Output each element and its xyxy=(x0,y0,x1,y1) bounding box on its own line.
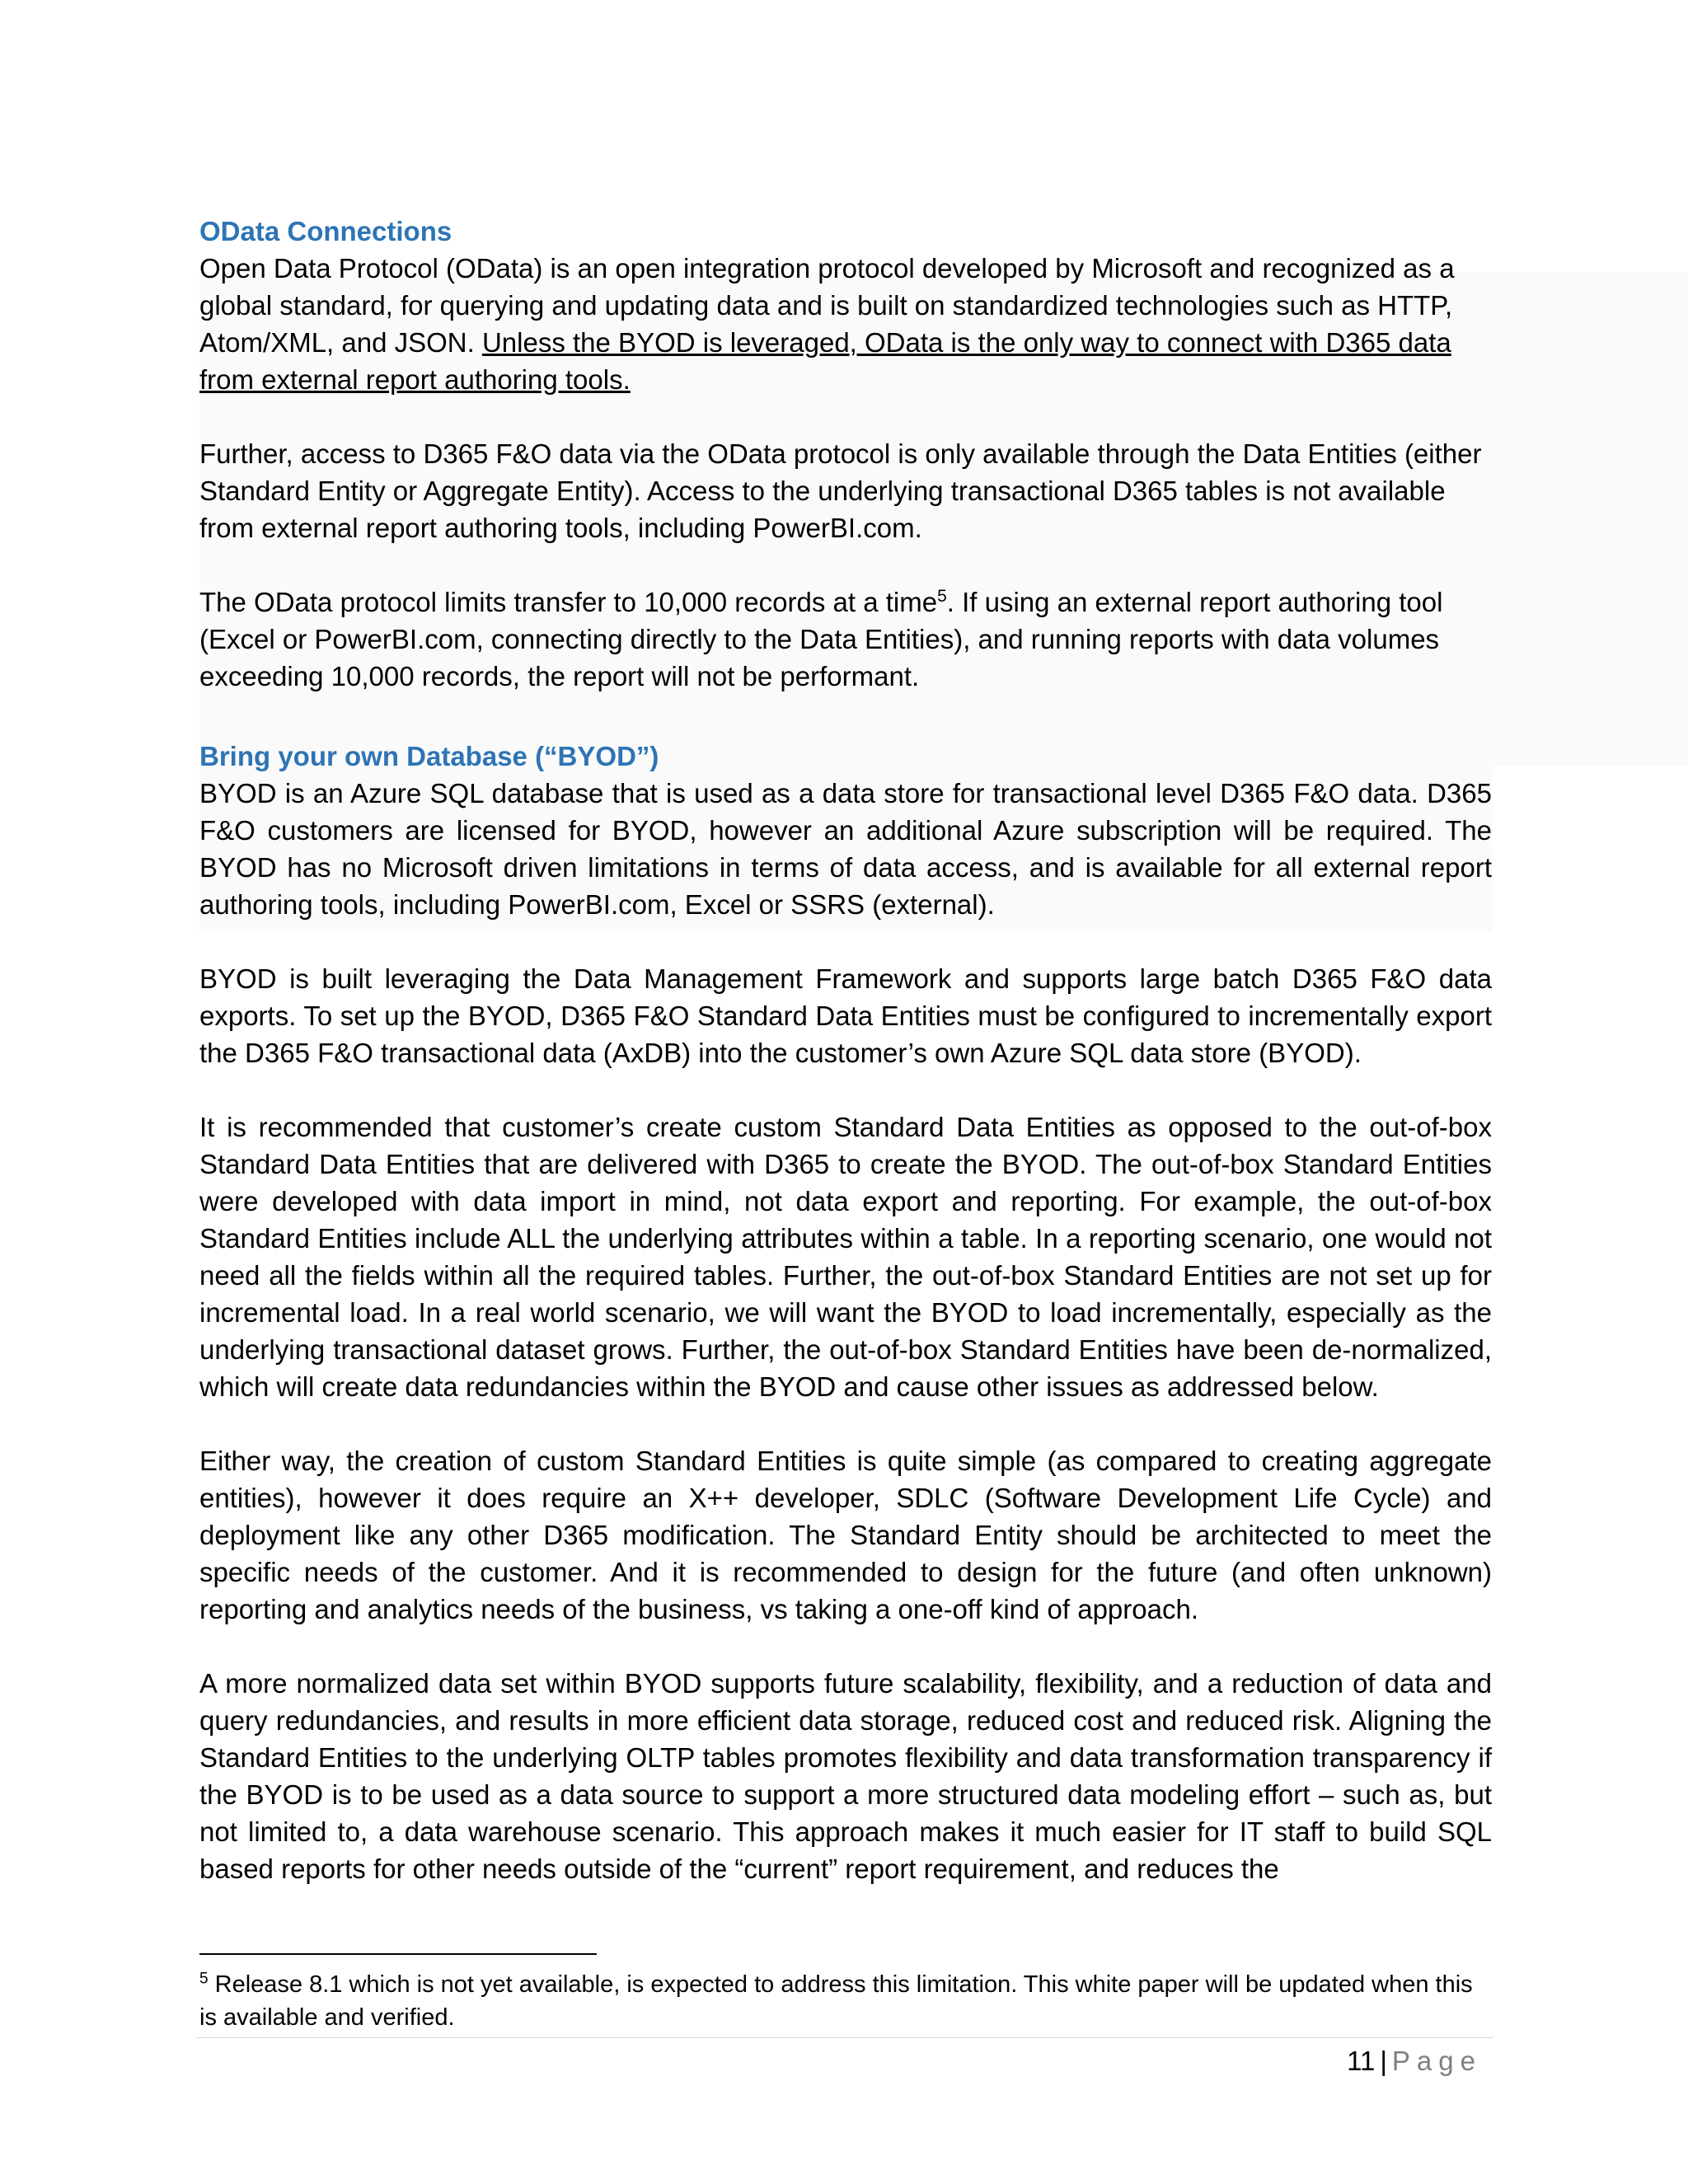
paragraph-byod-custom-entities: Either way, the creation of custom Standard Entities is quite simple (as compared to creating aggregate entities), however it does require an X++ developer, SDLC (Software Development Life Cycle) and deployment like any other D365 modification. The Standard Entity should be architected to meet the specific needs of the customer. And it is recommended to design for the future (and often unknown) reporting and analytics needs of the business, vs taking a one-off kind of approach. xyxy=(199,1446,1492,1624)
page-content xyxy=(199,213,1492,1887)
footnote-text: Release 8.1 which is not yet available, is expected to address this limitation. This white paper will be updated when this is available and verified. xyxy=(199,1971,1473,2031)
footnote-reference[interactable]: 5 xyxy=(937,587,947,606)
paragraph-byod-recommendation: It is recommended that customer’s create custom Standard Data Entities as opposed to the out-of-box Standard Data Entities that are delivered with D365 to create the BYOD. The out-of-box Standard Entities were developed with data import in mind, not data export and reporting. For example, the out-of-box Standard Entities include ALL the underlying attributes within a table. In a reporting scenario, one would not need all the fields within all the required tables. Further, the out-of-box Standard Entities are not set up for incremental load. In a real world scenario, we will want the BYOD to load incrementally, especially as the underlying transactional dataset grows. Further, the out-of-box Standard Entities have been de-normalized, which will create data redundancies within the BYOD and cause other issues as addressed below. xyxy=(199,1112,1492,1402)
odata-limit-text-after: . If using an external report authoring tool (Excel or PowerBI.com, connecting directly to the Data Entities), and running reports with data volumes exceeding 10,000 records, the report will not be performant. xyxy=(199,587,1443,691)
page-number: 11 xyxy=(1347,2046,1376,2076)
paragraph-byod-normalized: A more normalized data set within BYOD supports future scalability, flexibility, and a reduction of data and query redundancies, and results in more efficient data storage, reduced cost and reduced risk. Aligning the Standard Entities to the underlying OLTP tables promotes flexibility and data transformation transparency if the BYOD is to be used as a data source to support a more structured data modeling effort – such as, but not limited to, a data warehouse scenario. This approach makes it much easier for IT staff to build SQL based reports for other needs outside of the “current” report requirement, and reduces the xyxy=(199,1668,1492,1884)
footer-rule xyxy=(195,2037,1493,2038)
footnote-number: 5 xyxy=(199,1970,209,1988)
paragraph-byod-framework: BYOD is built leveraging the Data Management Framework and supports large batch D365 F&O data exports. To set up the BYOD, D365 F&O Standard Data Entities must be configured to incrementally export the D365 F&O transactional data (AxDB) into the customer’s own Azure SQL data store (BYOD). xyxy=(199,963,1492,1068)
paragraph-odata-intro xyxy=(199,250,1492,398)
paragraph-odata-access: Further, access to D365 F&O data via the OData protocol is only available through the Data Entities (either Standard Entity or Aggregate Entity). Access to the underlying transactional D365 tables is not available from external report authoring tools, including PowerBI.com. xyxy=(199,438,1482,543)
footnote xyxy=(199,1968,1492,2034)
paragraph-byod-intro: BYOD is an Azure SQL database that is used as a data store for transactional level D365 F&O data. D365 F&O customers are licensed for BYOD, however an additional Azure subscription will be required. The BYOD has no Microsoft driven limitations in terms of data access, and is available for all external report authoring tools, including PowerBI.com, Excel or SSRS (external). xyxy=(199,778,1492,920)
page-label: Page xyxy=(1391,2046,1482,2076)
footer-separator: | xyxy=(1380,2046,1387,2076)
page-footer xyxy=(1347,2042,1482,2079)
footnote-separator xyxy=(199,1953,597,1955)
paragraph-odata-limit xyxy=(199,583,1492,695)
heading-byod: Bring your own Database (“BYOD”) xyxy=(199,741,659,771)
odata-limit-text-before: The OData protocol limits transfer to 10,000 records at a time xyxy=(199,587,938,617)
odata-intro-underlined: Unless the BYOD is leveraged, OData is the only way to connect with D365 data from external report authoring tools. xyxy=(199,327,1451,395)
odata-intro-text: Open Data Protocol (OData) is an open integration protocol developed by Microsoft and recognized as a global standard, for querying and updating data and is built on standardized technologies such as HTTP, Atom/XML, and JSON. xyxy=(199,253,1455,358)
heading-odata-connections: OData Connections xyxy=(199,216,452,246)
